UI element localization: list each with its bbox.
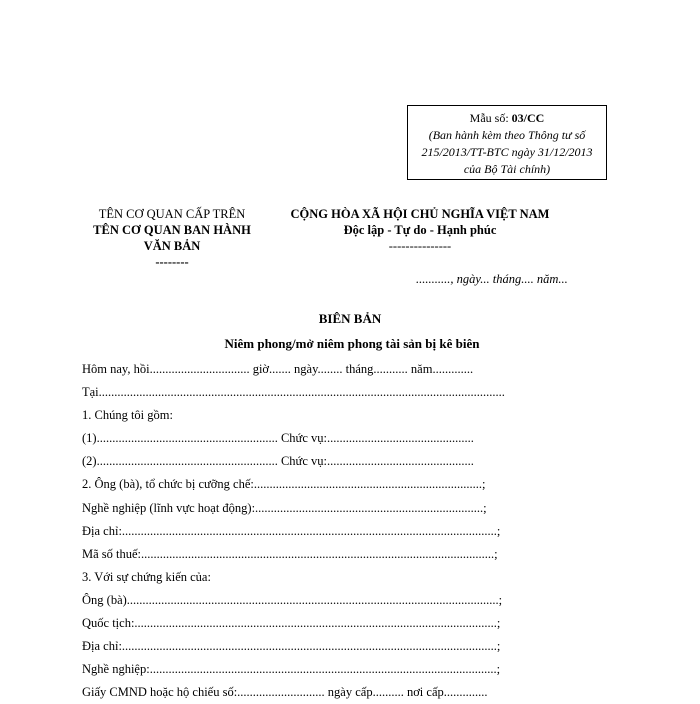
form-body: [82, 358, 622, 704]
form-line-tax-code: Mã số thuế:.................................................................................................................;: [82, 546, 498, 561]
form-line-nationality: Quốc tịch:....................................................................................................................;: [82, 616, 501, 631]
form-line-time: Hôm nay, hồi................................ giờ....... ngày........ tháng........... năm.............: [82, 362, 474, 376]
form-line-witness-address: Địa chỉ:........................................................................................................................;: [82, 639, 501, 654]
form-line-occupation: Nghề nghiệp (lĩnh vực hoạt động):.........................................................................;: [82, 500, 487, 515]
national-motto: Độc lập - Tự do - Hạnh phúc: [343, 223, 497, 237]
form-section-witness: 3. Với sự chứng kiến của:: [82, 569, 211, 584]
form-code-prefix: Mẫu số:: [469, 111, 509, 125]
national-title: CỘNG HÒA XÃ HỘI CHỦ NGHĨA VIỆT NAM: [290, 207, 550, 221]
form-line-witness-occupation: Nghề nghiệp:...............................................................................................................;: [82, 662, 501, 677]
document-subtitle: Niêm phong/mở niêm phong tài sản bị kê biên: [224, 336, 480, 351]
date-line: ..........., ngày... tháng.... năm...: [416, 272, 568, 286]
form-line-witness-name: Ông (bà).......................................................................................................................;: [82, 592, 503, 607]
form-line-participant-2: (2).......................................................... Chức vụ:...............................................: [82, 454, 474, 469]
issuing-agency-block: [74, 206, 270, 270]
form-code-line: [408, 110, 606, 127]
form-note-line-3: của Bộ Tài chính): [463, 162, 551, 176]
form-section-enforced-party: 2. Ông (bà), tổ chức bị cưỡng chế:.........................................................................;: [82, 477, 486, 492]
document-title: BIÊN BẢN: [318, 311, 382, 326]
national-divider: ---------------: [388, 239, 452, 253]
form-line-id-card: Giấy CMND hoặc hộ chiếu số:............................ ngày cấp.......... nơi cấp..............: [82, 685, 488, 700]
form-line-participant-1: (1).......................................................... Chức vụ:...............................................: [82, 431, 474, 446]
national-header-block: [270, 206, 570, 254]
form-code: 03/CC: [511, 111, 545, 125]
form-number-box: [407, 105, 607, 180]
agency-divider: --------: [155, 255, 189, 269]
form-line-place: Tại..................................................................................................................................: [82, 385, 505, 400]
issuing-agency-name-1: TÊN CƠ QUAN BAN HÀNH: [93, 223, 251, 237]
form-note-line-2: 215/2013/TT-BTC ngày 31/12/2013: [421, 145, 593, 159]
form-line-address: Địa chỉ:........................................................................................................................;: [82, 523, 501, 538]
issuing-agency-name-2: VĂN BẢN: [143, 239, 201, 253]
parent-agency-name: TÊN CƠ QUAN CẤP TRÊN: [98, 207, 246, 221]
form-section-participants: 1. Chúng tôi gồm:: [82, 408, 173, 423]
form-note-line-1: (Ban hành kèm theo Thông tư số: [428, 128, 586, 142]
